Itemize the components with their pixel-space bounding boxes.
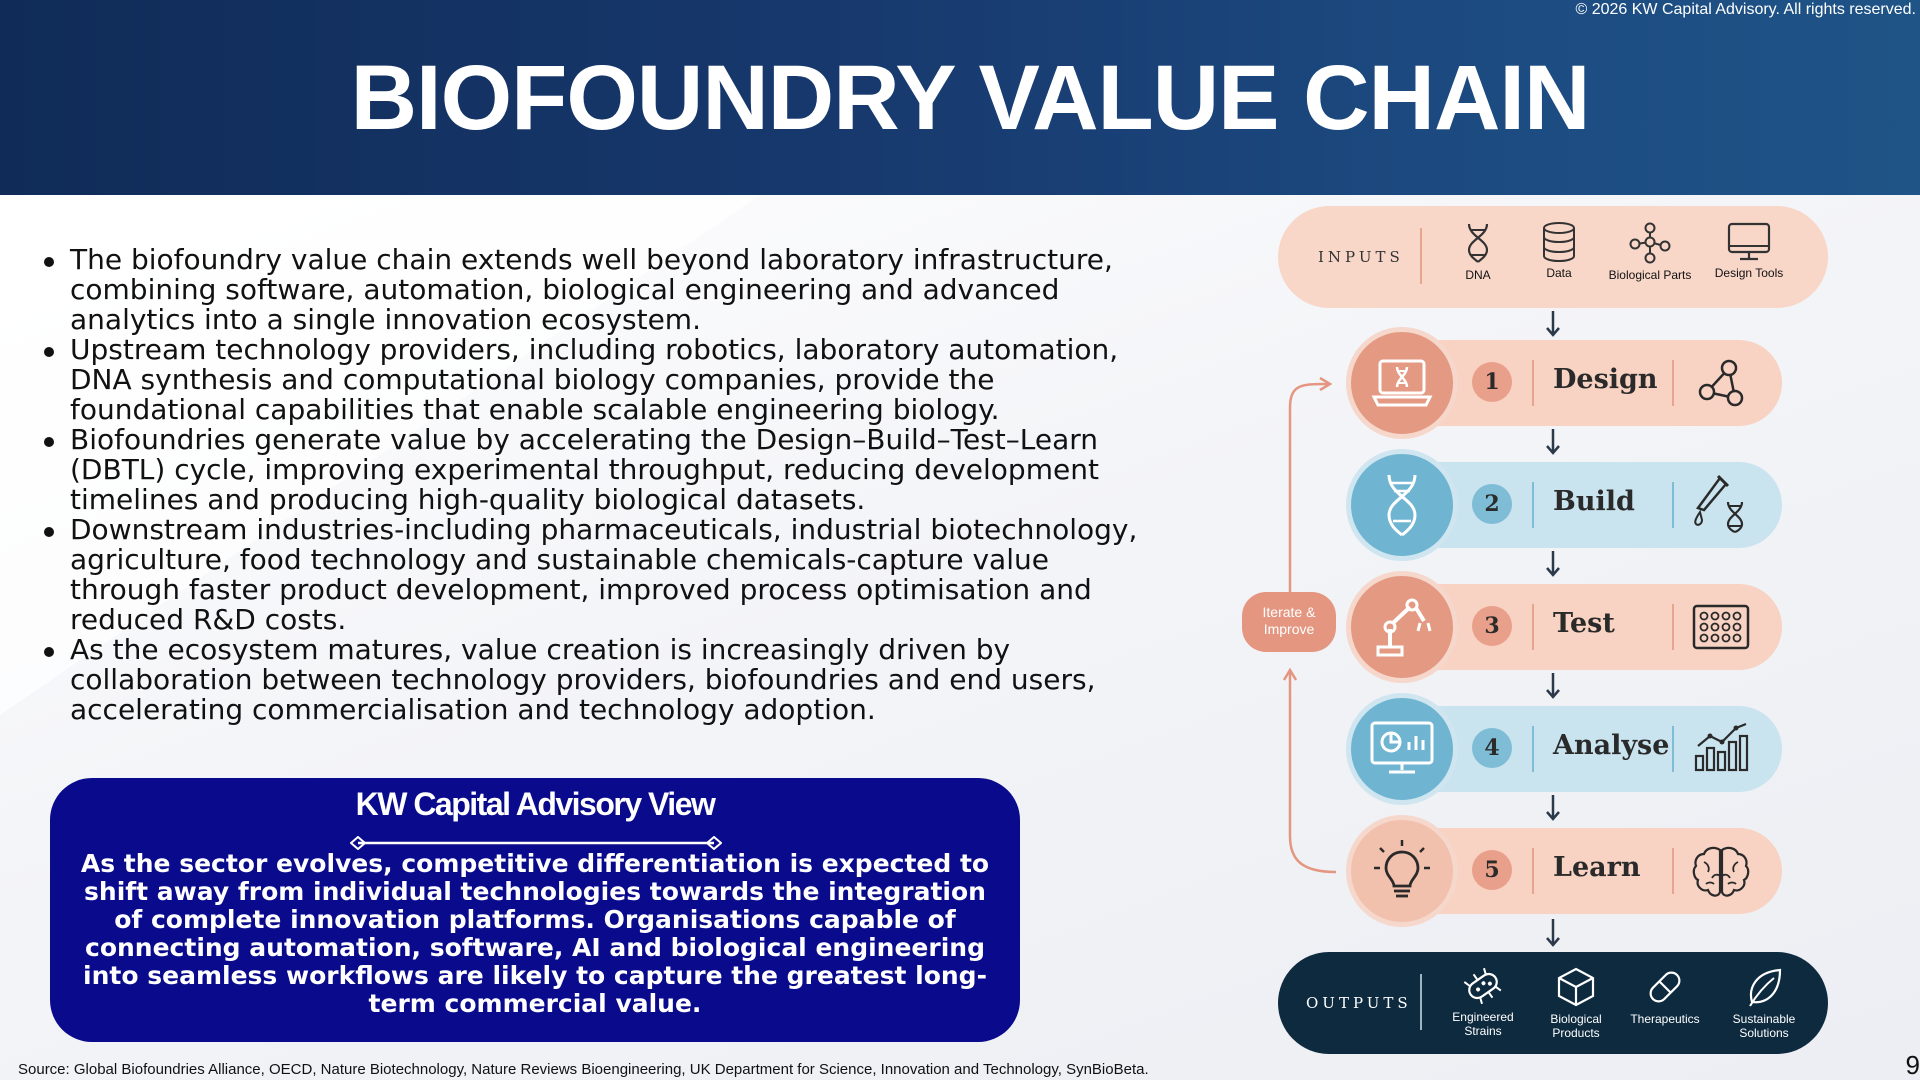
source-citation: Source: Global Biofoundries Alliance, OECD, Nature Biotechnology, Nature Reviews Bioengineering, UK Department for Science, Innovation and Technology, SynBioBeta. — [18, 1061, 1149, 1078]
output-item-biological-products — [1531, 966, 1621, 1040]
output-label: Engineered Strains — [1452, 1010, 1514, 1038]
step-label-build: Build — [1553, 486, 1635, 517]
cube-icon — [1555, 966, 1597, 1008]
advisory-view-body: As the sector evolves, competitive differentiation is expected to shift away from individual technologies towards the integration of complete innovation platforms. Organisations capable of connecting automation, software, AI and biological engineering into seamless workflows are likely to capture the greatest long-term commercial value. — [80, 849, 990, 1018]
outputs-separator — [1420, 974, 1422, 1030]
lightbulb-icon — [1372, 838, 1432, 904]
bullet-item: Biofoundries generate value by accelerating the Design–Build–Test–Learn (DBTL) cycle, improving experimental throughput, reducing development timelines and producing high-quality biological datasets. — [40, 425, 1160, 515]
laptop-dna-icon — [1370, 357, 1434, 409]
step-number: 4 — [1472, 728, 1512, 768]
monitor-icon — [1727, 222, 1771, 262]
step-number: 2 — [1472, 484, 1512, 524]
input-label: DNA — [1465, 268, 1491, 282]
down-arrow-icon — [1543, 672, 1563, 700]
copyright-notice: © 2026 KW Capital Advisory. All rights reserved. — [1575, 1, 1916, 18]
outputs-label: OUTPUTS — [1306, 994, 1412, 1012]
step-label-learn: Learn — [1553, 852, 1641, 883]
bullet-list — [40, 245, 1160, 725]
well-plate-icon — [1692, 604, 1750, 650]
header-banner — [0, 0, 1920, 195]
bullet-item: Upstream technology providers, including robotics, laboratory automation, DNA synthesis and computational biology companies, provide the foundational capabilities that enable scalable engineering biology. — [40, 335, 1160, 425]
inputs-separator — [1420, 228, 1422, 284]
step-separator — [1672, 360, 1674, 406]
leaf-icon — [1744, 966, 1784, 1008]
down-arrow-icon — [1543, 794, 1563, 822]
bullet-item: As the ecosystem matures, value creation is increasingly driven by collaboration between technology providers, biofoundries and end users, accelerating commercialisation and technology adoption. — [40, 635, 1160, 725]
step-circle-build — [1346, 449, 1458, 561]
step-circle-design — [1346, 327, 1458, 439]
network-icon — [1695, 358, 1747, 408]
step-separator — [1532, 848, 1534, 894]
step-circle-learn — [1346, 815, 1458, 927]
dashboard-monitor-icon — [1369, 720, 1435, 778]
step-separator — [1532, 360, 1534, 406]
bullet-item: The biofoundry value chain extends well beyond laboratory infrastructure, combining software, automation, biological engineering and advanced analytics into a single innovation ecosystem. — [40, 245, 1160, 335]
input-item-data — [1514, 222, 1604, 280]
step-separator — [1532, 482, 1534, 528]
step-number: 1 — [1472, 362, 1512, 402]
pipette-dna-icon — [1690, 472, 1750, 534]
pill-icon — [1644, 966, 1686, 1008]
inputs-label: INPUTS — [1318, 248, 1404, 266]
input-item-biological-parts — [1605, 222, 1695, 282]
dna-helix-icon — [1377, 473, 1427, 537]
brain-icon — [1692, 844, 1750, 900]
database-icon — [1541, 222, 1577, 262]
output-label: Biological Products — [1550, 1012, 1602, 1040]
dna-icon — [1460, 222, 1496, 264]
step-number: 3 — [1472, 606, 1512, 646]
microbe-icon — [1460, 966, 1506, 1006]
output-item-sustainable-solutions — [1719, 966, 1809, 1040]
input-item-dna — [1433, 222, 1523, 282]
down-arrow-icon — [1543, 918, 1563, 948]
output-item-engineered-strains — [1438, 966, 1528, 1038]
bar-chart-icon — [1692, 720, 1750, 774]
iterate-improve-badge: Iterate & Improve — [1242, 592, 1336, 652]
robot-arm-icon — [1370, 595, 1434, 659]
bullet-item: Downstream industries-including pharmaceuticals, industrial biotechnology, agriculture, food technology and sustainable chemicals-capture value through faster product development, improved process optimisation and reduced R&D costs. — [40, 515, 1160, 635]
input-label: Design Tools — [1714, 266, 1784, 280]
down-arrow-icon — [1543, 310, 1563, 338]
output-item-therapeutics — [1620, 966, 1710, 1026]
page-title: BIOFOUNDRY VALUE CHAIN — [350, 47, 1590, 149]
diamond-divider — [350, 836, 722, 850]
step-separator — [1532, 604, 1534, 650]
output-label: Therapeutics — [1630, 1012, 1700, 1026]
input-label: Biological Parts — [1608, 268, 1692, 282]
step-circle-analyse — [1346, 693, 1458, 805]
step-circle-test — [1346, 571, 1458, 683]
input-item-design-tools — [1704, 222, 1794, 280]
step-separator — [1672, 604, 1674, 650]
step-label-test: Test — [1553, 608, 1615, 639]
step-separator — [1672, 848, 1674, 894]
step-separator — [1532, 726, 1534, 772]
molecule-icon — [1628, 222, 1672, 264]
step-label-design: Design — [1553, 364, 1658, 395]
page-number: 9 — [1905, 1050, 1920, 1080]
advisory-view-title: KW Capital Advisory View — [355, 786, 715, 822]
step-number: 5 — [1472, 850, 1512, 890]
step-separator — [1672, 482, 1674, 528]
output-label: Sustainable Solutions — [1732, 1012, 1796, 1040]
down-arrow-icon — [1543, 550, 1563, 578]
input-label: Data — [1546, 266, 1572, 280]
advisory-view-box — [50, 778, 1020, 1042]
step-label-analyse: Analyse — [1553, 730, 1670, 761]
step-separator — [1672, 726, 1674, 772]
down-arrow-icon — [1543, 428, 1563, 456]
